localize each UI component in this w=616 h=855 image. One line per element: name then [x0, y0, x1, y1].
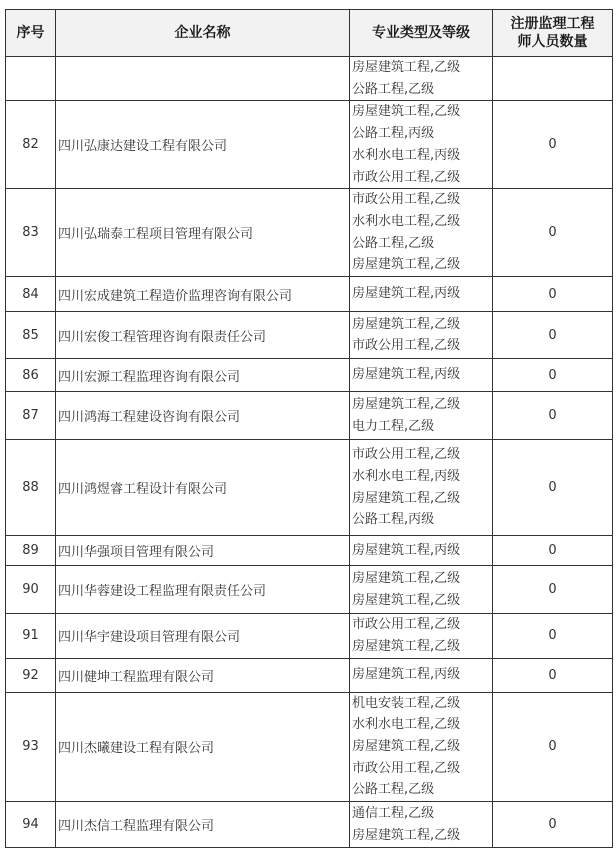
qualification-line: 公路工程,乙级: [352, 782, 435, 798]
row-qualifications: [350, 392, 493, 440]
row-company-name: 四川华宇建设项目管理有限公司: [56, 614, 350, 658]
row-qualifications: [350, 101, 493, 189]
qualification-line: 公路工程,乙级: [352, 81, 435, 97]
header-engineer-count: [493, 10, 613, 57]
qualification-line: 机电安装工程,乙级: [352, 695, 461, 711]
row-company-name: 四川鸿煜睿工程设计有限公司: [56, 440, 350, 536]
qualification-line: 市政公用工程,乙级: [352, 447, 461, 463]
qualification-line: 房屋建筑工程,乙级: [352, 638, 461, 654]
row-qualifications: [350, 359, 493, 392]
table-row: [6, 359, 613, 392]
qualification-line: 市政公用工程,乙级: [352, 760, 461, 776]
row-seq: 91: [6, 614, 56, 658]
row-engineer-count: 0: [493, 614, 613, 658]
qualification-line: 房屋建筑工程,乙级: [352, 104, 461, 120]
row-seq: 89: [6, 536, 56, 566]
row-engineer-count: 0: [493, 440, 613, 536]
table-row: [6, 536, 613, 566]
table-row: [6, 392, 613, 440]
table-row: [6, 277, 613, 312]
row-engineer-count: 0: [493, 189, 613, 277]
qualification-line: 房屋建筑工程,乙级: [352, 739, 461, 755]
table-row: [6, 312, 613, 359]
table-row: [6, 566, 613, 614]
row-company-name: 四川弘瑞泰工程项目管理有限公司: [56, 189, 350, 277]
row-seq: 87: [6, 392, 56, 440]
row-company-name: [56, 57, 350, 101]
row-engineer-count: 0: [493, 692, 613, 802]
qualification-line: 房屋建筑工程,丙级: [352, 286, 461, 302]
row-engineer-count: 0: [493, 277, 613, 312]
row-company-name: 四川杰曦建设工程有限公司: [56, 692, 350, 802]
qualification-line: 水利水电工程,丙级: [352, 147, 461, 163]
qualification-table: [5, 9, 613, 848]
row-qualifications: [350, 614, 493, 658]
header-row: [6, 10, 613, 57]
row-engineer-count: 0: [493, 101, 613, 189]
row-company-name: 四川鸿海工程建设咨询有限公司: [56, 392, 350, 440]
row-seq: 84: [6, 277, 56, 312]
row-seq: 85: [6, 312, 56, 359]
row-engineer-count: 0: [493, 312, 613, 359]
row-qualifications: [350, 312, 493, 359]
qualification-line: 房屋建筑工程,乙级: [352, 257, 461, 273]
row-qualifications: [350, 57, 493, 101]
header-seq: 序号: [6, 10, 56, 57]
table-row: [6, 802, 613, 848]
row-company-name: 四川健坤工程监理有限公司: [56, 658, 350, 692]
row-qualifications: [350, 189, 493, 277]
qualification-line: 房屋建筑工程,乙级: [352, 592, 461, 608]
row-engineer-count: 0: [493, 566, 613, 614]
qualification-line: 房屋建筑工程,丙级: [352, 367, 461, 383]
row-company-name: 四川宏俊工程管理咨询有限责任公司: [56, 312, 350, 359]
qualification-line: 市政公用工程,乙级: [352, 169, 461, 185]
table-row: [6, 440, 613, 536]
row-qualifications: [350, 440, 493, 536]
row-company-name: 四川宏源工程监理咨询有限公司: [56, 359, 350, 392]
header-engineer-count-line2: 师人员数量: [517, 34, 588, 50]
qualification-line: 房屋建筑工程,乙级: [352, 316, 461, 332]
qualification-line: 房屋建筑工程,丙级: [352, 542, 461, 558]
qualification-line: 市政公用工程,乙级: [352, 192, 461, 208]
qualification-line: 公路工程,乙级: [352, 235, 435, 251]
table-row: [6, 101, 613, 189]
row-qualifications: [350, 658, 493, 692]
header-qualification: 专业类型及等级: [350, 10, 493, 57]
qualification-line: 市政公用工程,乙级: [352, 617, 461, 633]
qualification-line: 房屋建筑工程,乙级: [352, 827, 461, 843]
qualification-line: 房屋建筑工程,乙级: [352, 60, 461, 75]
row-seq: 83: [6, 189, 56, 277]
row-qualifications: [350, 536, 493, 566]
table-row: [6, 658, 613, 692]
qualification-line: 房屋建筑工程,乙级: [352, 490, 461, 506]
row-engineer-count: 0: [493, 359, 613, 392]
row-engineer-count: 0: [493, 392, 613, 440]
row-company-name: 四川华强项目管理有限公司: [56, 536, 350, 566]
table-row: [6, 189, 613, 277]
qualification-line: 电力工程,乙级: [352, 418, 435, 434]
qualification-line: 市政公用工程,乙级: [352, 338, 461, 354]
row-company-name: 四川弘康达建设工程有限公司: [56, 101, 350, 189]
row-seq: [6, 57, 56, 101]
row-seq: 90: [6, 566, 56, 614]
header-engineer-count-line1: 注册监理工程: [510, 16, 595, 32]
row-seq: 93: [6, 692, 56, 802]
header-company: 企业名称: [56, 10, 350, 57]
qualification-line: 房屋建筑工程,乙级: [352, 397, 461, 413]
row-qualifications: [350, 802, 493, 848]
row-qualifications: [350, 566, 493, 614]
qualification-line: 通信工程,乙级: [352, 805, 435, 821]
qualification-line: 水利水电工程,乙级: [352, 717, 461, 733]
row-company-name: 四川杰信工程监理有限公司: [56, 802, 350, 848]
qualification-line: 水利水电工程,丙级: [352, 469, 461, 485]
table-row: [6, 57, 613, 101]
row-seq: 88: [6, 440, 56, 536]
row-engineer-count: 0: [493, 658, 613, 692]
row-qualifications: [350, 277, 493, 312]
row-seq: 82: [6, 101, 56, 189]
qualification-line: 公路工程,丙级: [352, 126, 435, 142]
table-row: [6, 614, 613, 658]
qualification-line: 水利水电工程,乙级: [352, 214, 461, 230]
qualification-line: 房屋建筑工程,乙级: [352, 571, 461, 587]
qualification-line: 公路工程,丙级: [352, 512, 435, 528]
row-seq: 92: [6, 658, 56, 692]
row-engineer-count: [493, 57, 613, 101]
row-company-name: 四川宏成建筑工程造价监理咨询有限公司: [56, 277, 350, 312]
row-engineer-count: 0: [493, 536, 613, 566]
row-engineer-count: 0: [493, 802, 613, 848]
table-row: [6, 692, 613, 802]
qualification-line: 房屋建筑工程,丙级: [352, 667, 461, 683]
row-seq: 86: [6, 359, 56, 392]
row-qualifications: [350, 692, 493, 802]
row-company-name: 四川华蓉建设工程监理有限责任公司: [56, 566, 350, 614]
row-seq: 94: [6, 802, 56, 848]
